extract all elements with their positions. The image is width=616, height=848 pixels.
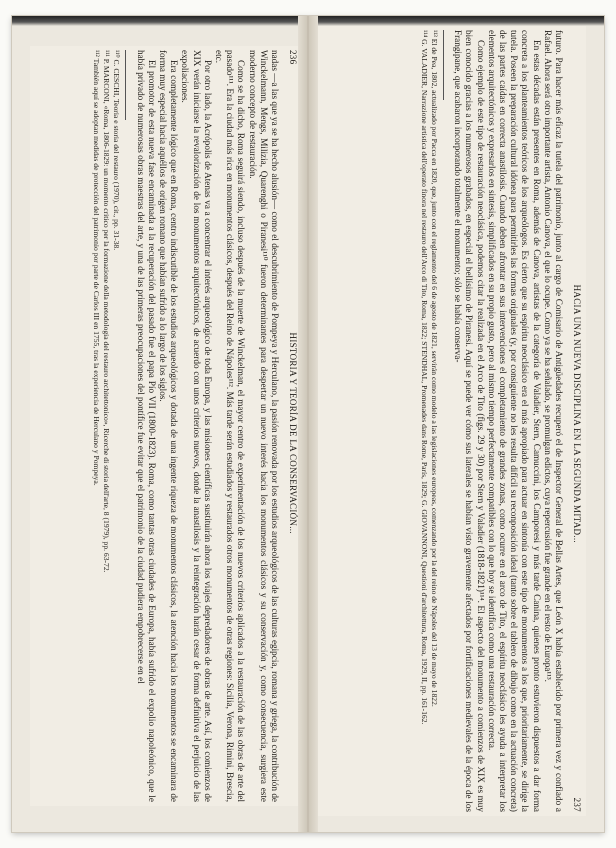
footnote: ¹¹³ El de Pea, 1802, actualizado por Pacca en 1820, que, junto con el reglamento del 6 de agosto de 1821, servirán como modelo a las legislaciones europeas, comenzando por la del reino de Nápoles del 13 de mayo de 1822. bbox=[429, 30, 439, 707]
footnote: ¹¹⁰ C. CESCHI, Teoria e storia del restauro (1970), cit., pp. 31-38. bbox=[112, 50, 122, 251]
left-footnotes bbox=[92, 50, 122, 802]
left-page-number: 236 bbox=[288, 50, 298, 65]
right-page bbox=[318, 26, 586, 816]
right-footnotes bbox=[420, 30, 439, 812]
open-book-scan bbox=[12, 16, 604, 832]
footnote: ¹¹² También aquí se adoptan medidas de protección del patrimonio por parte de Carlos III en 1755, tras la experiencia de Herculano y Pompeya. bbox=[91, 50, 101, 486]
right-page-text-block bbox=[419, 30, 582, 812]
left-page-text-block bbox=[91, 50, 298, 802]
left-running-head: HISTORIA Y TEORÍA DE LA CONSERVACIÓN... bbox=[288, 332, 298, 534]
right-page-number: 237 bbox=[572, 797, 582, 812]
left-paragraph: nadas —a las que ya se ha hecho alusión— como el descubrimiento de Pompeya y Herculano, la pasión renovada por los estudios arqueológicos de las culturas egipcia, romana y griega, la contribución de Winckelmann, Mengs, Milizia, Quarenghi o Piranesi¹¹⁰ fueron determinantes para despertar un nuevo interés hacia los monumentos clásicos y su conservación y, como consecuencia, surgiera este moderno concepto de restauración. bbox=[247, 50, 280, 802]
left-page bbox=[30, 46, 298, 806]
left-footnote-rule bbox=[125, 50, 126, 120]
right-body-text bbox=[452, 30, 564, 812]
right-paragraph: Como ejemplo de este tipo de restauración neoclásica, podemos citar la realizada en el Arco de Tito (figs. 29 y 30) por Stern y Valadier (1818-1821)¹¹⁴. El aspecto del monumento a comienzos de XIX es muy bien conocido gracias a los numerosos grabados, en especial el bellísimo de Piranesi. Aquí se puede ver cómo sus laterales se habían visto gravemente afectados por fortificaciones medievales de la época de los Frangipane, que acabaron incorporando totalmente el monumento; sólo se había conserva- bbox=[453, 30, 486, 812]
right-paragraph: futuro. Para hacer más eficaz la tutela del patrimonio, junto al cargo de Comisario de Antigüedades recuperó el de Inspector General de Bellas Artes, que León X había establecido por primera vez y confiado a Rafael. Ahora será otro importante artista, Antonio Canova, el que lo ocupe. Como ya se ha señalado, se promulgan edictos, cuya repercusión fue grande en el resto de Europa¹¹³. bbox=[542, 30, 564, 812]
footnote: ¹¹¹ P. MARCONI, «Roma, 1806-1829: un momento critico per la formazione della metodologia del restauro architettonico», Ricerche di storia dell'arte, 8 (1979), pp. 63-72. bbox=[102, 50, 112, 573]
left-paragraph: El promotor de esta nueva fase encaminada a la recuperación del pasado fue el papa Pío VII (1800-1823). Roma, como tantas otras ciudades de Europa, había sufrido el expolio napoleónico, que le había privado de numerosas obras maestras del arte, y una de las primeras preocupaciones del pontífice fue evitar que el patrimonio de la ciudad pudiera empobrecerse en el bbox=[135, 50, 157, 802]
left-paragraph: Como se ha dicho, Roma seguirá siendo, incluso después de la muerte de Winckelman, el mayor centro de experimentación de los nuevos criterios aplicados a la restauración de las obras de arte del pasado¹¹¹. Era la ciudad más rica en monumentos clásicos, después del Reino de Nápoles¹¹². Más tarde serán estudiados y restaurados otros monumentos de otras regiones: Sicilia, Verona, Rimini, Brescia, etc. bbox=[213, 50, 247, 802]
book-gutter bbox=[298, 16, 318, 832]
left-body-text bbox=[134, 50, 280, 802]
left-paragraph: Por otro lado, la Acrópolis de Atenas va a concentrar el interés arqueológico de toda Europa, y las misiones científicas sustituirán ahora los viajes depredadores de obras de arte. Así, los comienzos de XIX verán iniciarse la revalorización de los monumentos arquitectónicos, de acuerdo con unos criterios nuevos, donde la anastilosis y la reintegración harán cesar de forma definitiva el perjuicio de las expoliaciones. bbox=[180, 50, 213, 802]
right-paragraph: En estas décadas están presentes en Roma, además de Canova, artistas de la categoría de Valadier, Stern, Camuccini, los Camporesi y más tarde Canina, quienes pronto estuvieron dispuestos a dar forma concreta a los planteamientos teóricos de los arqueólogos. Es cierto que su espíritu neoclásico era el más apropiado para actuar en sintonía con este tipo de monumentos a los que, prioritariamente, se dirige la tutela. Poseen la preparación cultural idónea para permitirles las formas originales (y, por consiguiente no les resulta difícil su reconposición ideal (tanto sobre el tablero de dibujo como en la actuación concreta) de las partes caídas en correcta anastilosis. Cuando deben afrontar en sus intervenciones el completamiento de grandes zonas, como ocurre en el arco de Tito, el espíritu neoclásico les ayuda a interpretar los elementos arquitectónicos y expresarlos en sintesis, simplificados en su propio gusto, pero al mismo tiempo perfectamente compatibles con lo que hoy se identifica como una restauración correcta. bbox=[486, 30, 542, 812]
left-paragraph: Era completamente lógico que en Roma, centro indiscutible de los estudios arqueológicos y dotada de una ingente riqueza de monumentos clásicos, la atención hacia los monumentos se encaminara de forma muy especial hacia aquéllos de origen romano que habían sufrido a lo largo de los siglos. bbox=[157, 50, 180, 802]
footnote: ¹¹⁴ G. VALADIER, Narrazione artistica dell'operato finora nel restauro dell'Arco di Tito, Roma, 1822; STENDHAL, Promenades dans Rome, París, 1829; G. GIOVANNONI, Questioni d'architettura, Roma, 1929, II, pp. 161-162. bbox=[419, 30, 429, 725]
right-running-head-row bbox=[572, 30, 582, 812]
right-running-head: HACIA UNA NUEVA DISCIPLINA EN LA SEGUNDA MITAD... bbox=[572, 284, 582, 543]
left-running-head-row bbox=[288, 50, 298, 802]
right-footnote-rule bbox=[443, 30, 444, 100]
